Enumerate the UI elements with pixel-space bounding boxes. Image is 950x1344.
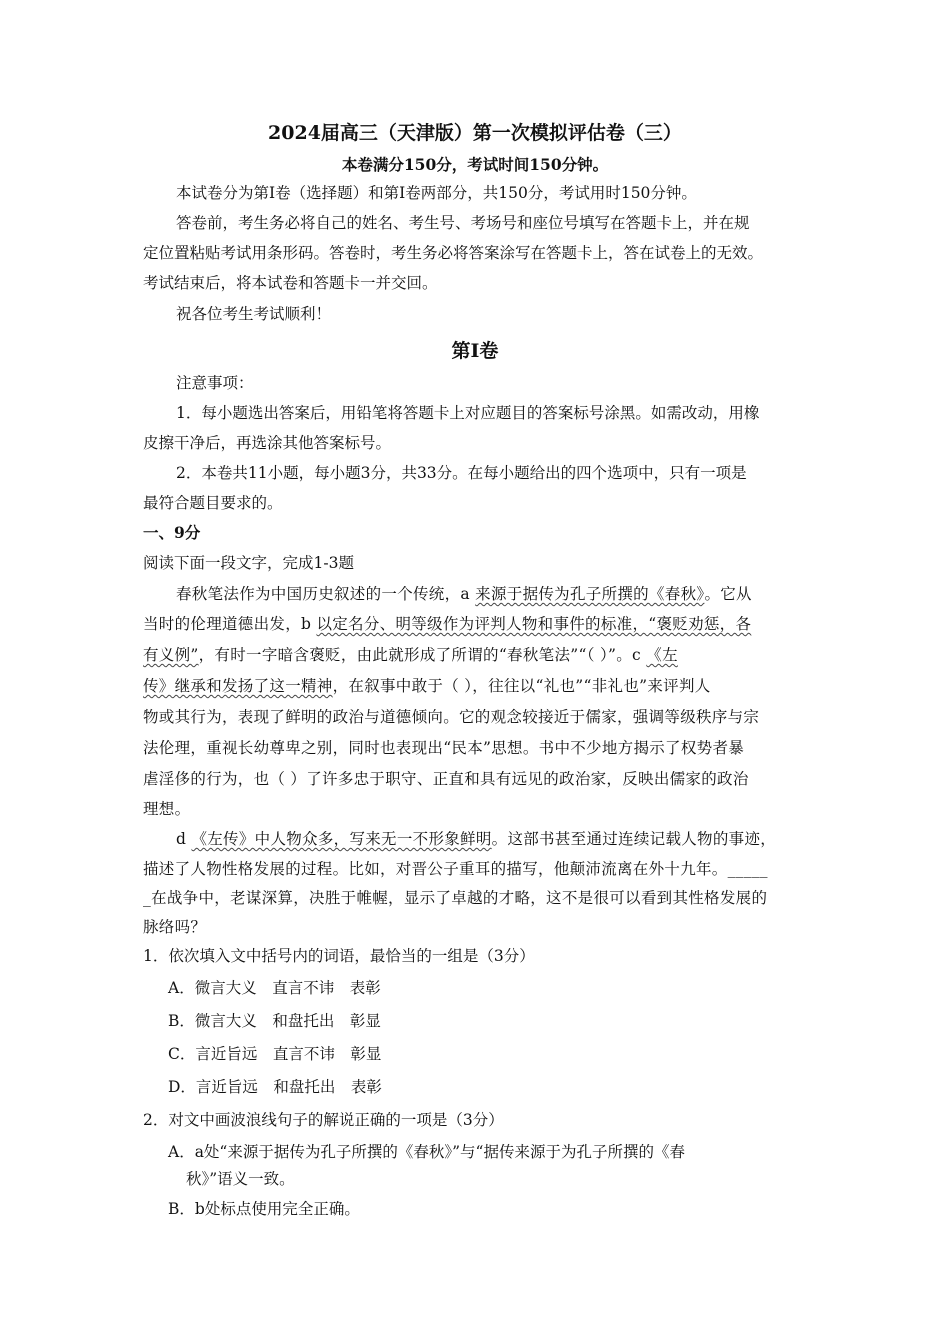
section-label: 一、9分	[143, 523, 201, 542]
question-option: C．言近旨远 直言不讳 彰显	[168, 1045, 382, 1063]
question-stem: 2．对文中画波浪线句子的解说正确的一项是（3分）	[143, 1111, 504, 1129]
volume-title: 第Ⅰ卷	[451, 340, 499, 362]
question-option: A．微言大义 直言不讳 表彰	[168, 979, 381, 997]
passage-line: _在战争中，老谋深算，决胜于帷幄，显示了卓越的才略，这不是很可以看到其性格发展的	[143, 889, 768, 907]
passage-text: ，有时一字暗含褒贬，由此就形成了所谓的“春秋笔法”“（ ）”。c	[198, 646, 647, 664]
instruction-line: 答卷前，考生务必将自己的姓名、考生号、考场号和座位号填写在答题卡上，并在规	[176, 214, 750, 232]
wavy-sentence-c: 传》继承和发扬了这一精神	[143, 677, 333, 695]
note-line: 最符合题目要求的。	[143, 494, 283, 512]
passage-line	[176, 829, 776, 849]
passage-text: 春秋笔法作为中国历史叙述的一个传统，a	[176, 585, 476, 603]
passage-text: 。这部书甚至通过连续记载人物的事迹，	[491, 830, 777, 848]
section-prompt: 阅读下面一段文字，完成1-3题	[143, 554, 354, 572]
instruction-line: 本试卷分为第Ⅰ卷（选择题）和第Ⅰ卷两部分，共150分，考试用时150分钟。	[176, 184, 697, 202]
question-stem: 1．依次填入文中括号内的词语，最恰当的一组是（3分）	[143, 947, 535, 965]
question-option: A．a处“来源于据传为孔子所撰的《春秋》”与“据传来源于为孔子所撰的《春	[168, 1143, 685, 1161]
question-option: 秋》”语义一致。	[186, 1170, 295, 1188]
notes-heading: 注意事项：	[176, 374, 254, 392]
wavy-sentence-d: 《左传》中人物众多，写来无一不形象鲜明	[191, 830, 492, 848]
question-option: B．b处标点使用完全正确。	[168, 1200, 360, 1218]
question-option: D．言近旨远 和盘托出 表彰	[168, 1078, 382, 1096]
question-option: B．微言大义 和盘托出 彰显	[168, 1012, 381, 1030]
passage-line: 法伦理，重视长幼尊卑之别，同时也表现出“民本”思想。书中不少地方揭示了权势者暴	[143, 739, 745, 757]
note-line: 2．本卷共11小题，每小题3分，共33分。在每小题给出的四个选项中，只有一项是	[176, 464, 747, 482]
wavy-sentence-b: 有义例”	[143, 646, 199, 664]
wavy-sentence-c: 《左	[646, 646, 678, 664]
passage-line: 脉络吗？	[143, 918, 207, 936]
passage-text: ，在叙事中敢于（ ），往往以“礼也”“非礼也”来评判人	[332, 677, 711, 695]
exam-subtitle: 本卷满分150分，考试时间150分钟。	[341, 155, 609, 174]
passage-line: 理想。	[143, 800, 191, 818]
passage-line	[143, 676, 711, 696]
note-line: 1．每小题选出答案后，用铅笔将答题卡上对应题目的答案标号涂黑。如需改动，用橡	[176, 404, 760, 422]
passage-line: 描述了人物性格发展的过程。比如，对晋公子重耳的描写，他颠沛流离在外十九年。_____	[143, 860, 768, 878]
passage-line	[143, 614, 751, 634]
passage-line: 物或其行为，表现了鲜明的政治与道德倾向。它的观念较接近于儒家，强调等级秩序与宗	[143, 708, 760, 726]
passage-text: 当时的伦理道德出发，b	[143, 615, 317, 633]
passage-line	[143, 645, 678, 665]
passage-line: 虐淫侈的行为，也（ ）了许多忠于职守、正直和具有远见的政治家，反映出儒家的政治	[143, 770, 749, 788]
wavy-sentence-b: 以定名分、明等级作为评判人物和事件的标准，“褒贬劝惩，各	[316, 615, 752, 633]
instruction-line: 考试结束后，将本试卷和答题卡一并交回。	[143, 274, 438, 292]
passage-text: d	[176, 830, 192, 848]
instruction-line: 定位置粘贴考试用条形码。答卷时，考生务必将答案涂写在答题卡上，答在试卷上的无效。	[143, 244, 764, 262]
instruction-line: 祝各位考生考试顺利！	[176, 305, 332, 323]
passage-text: 。它从	[704, 585, 752, 603]
note-line: 皮擦干净后，再选涂其他答案标号。	[143, 434, 392, 452]
passage-line	[176, 584, 752, 604]
page-title: 2024届高三（天津版）第一次模拟评估卷（三）	[268, 122, 682, 144]
wavy-sentence-a: 来源于据传为孔子所撰的《春秋》	[475, 585, 705, 603]
